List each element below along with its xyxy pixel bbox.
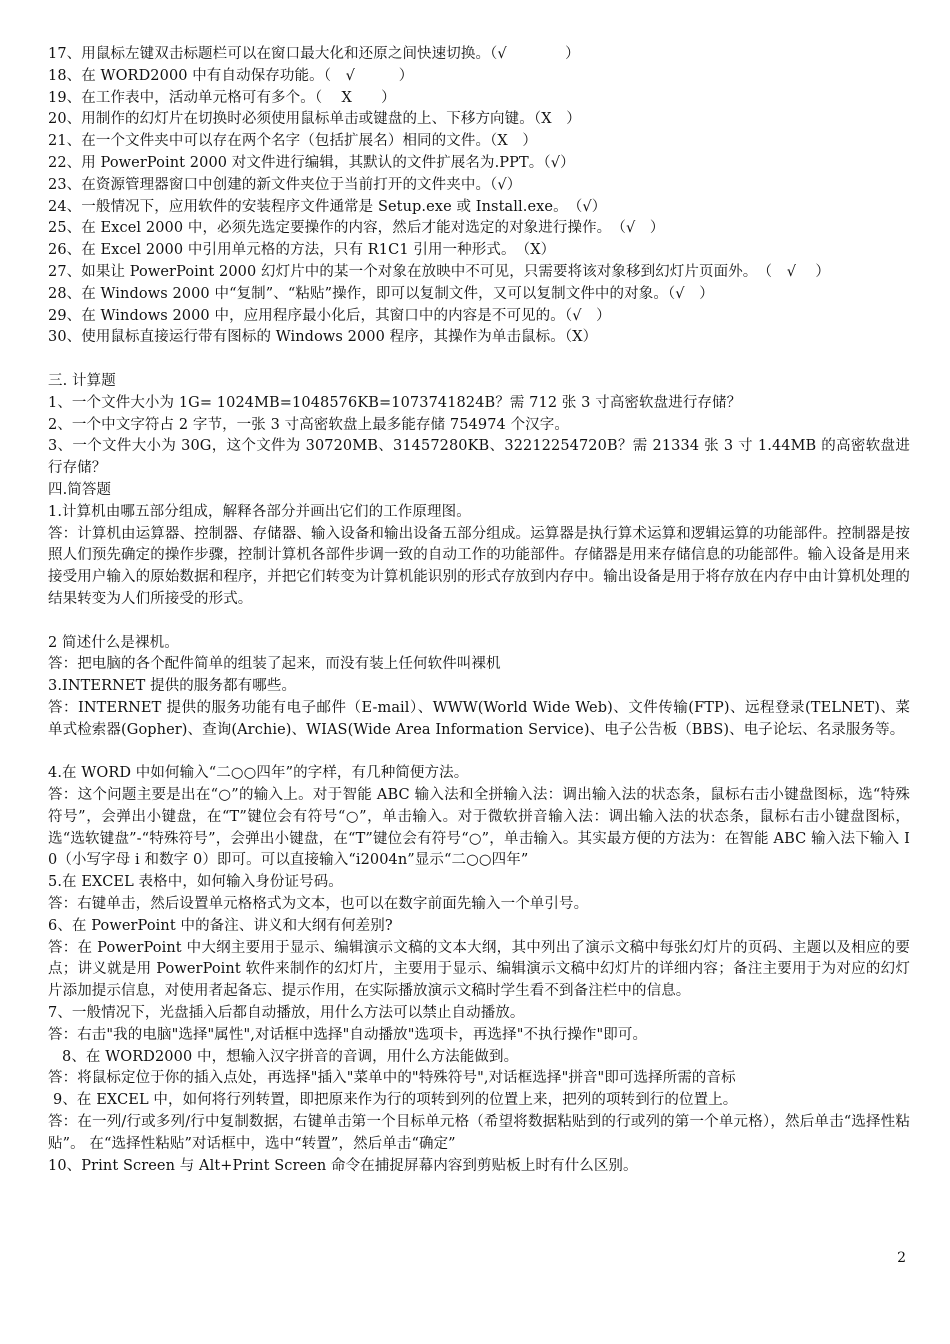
tf-item-26: 26、在 Excel 2000 中引用单元格的方法，只有 R1C1 引用一种形式。 （X） bbox=[48, 242, 556, 259]
tf-item-20: 20、用制作的幻灯片在切换时必须使用鼠标单击或键盘的上、下移方向键。（X ） bbox=[48, 111, 581, 128]
tf-item-29: 29、在 Windows 2000 中，应用程序最小化后，其窗口中的内容是不可见的。（√ ） bbox=[48, 307, 611, 324]
question-7: 7、一般情况下，光盘插入后都自动播放，用什么方法可以禁止自动播放。 bbox=[48, 1005, 525, 1022]
answer-1: 答：计算机由运算器、控制器、存储器、输入设备和输出设备五部分组成。运算器是执行算术运算和逻辑运算的功能部件。控制器是按照人们预先确定的操作步骤，控制计算机各部件步调一致的自动工作的功能部件。存储器是用来存储信息的功能部件。输入设备是用来接受用户输入的原始数据和程序，并把它们转变为计算机能识别的形式存放到内存中。输出设备是用于将存放在内存中由计算机处理的结果转变为人们所接受的形式。 bbox=[48, 525, 910, 607]
page-number: 2 bbox=[897, 1250, 906, 1266]
tf-item-24: 24、一般情况下，应用软件的安装程序文件通常是 Setup.exe 或 Install.exe。 （√） bbox=[48, 198, 607, 215]
answer-3: 答：INTERNET 提供的服务功能有电子邮件（E-mail）、WWW(World Wide Web)、文件传输(FTP)、远程登录(TELNET)、菜单式检索器(Gopher)、查询(Archie)、WIAS(Wide Area Information Service)、电子公告板（BBS)、电子论坛、名录服务等。 bbox=[48, 699, 910, 738]
answer-6: 答：在 PowerPoint 中大纲主要用于显示、编辑演示文稿的文本大纲，其中列出了演示文稿中每张幻灯片的页码、主题以及相应的要点；讲义就是用 PowerPoint 软件来制作的幻灯片，主要用于显示、编辑演示文稿中幻灯片的详细内容；备注主要用于为对应的幻灯片添加提示信息，对使用者起备忘、提示作用，在实际播放演示文稿时学生看不到备注栏中的信息。 bbox=[48, 939, 910, 1000]
question-1: 1.计算机由哪五部分组成，解释各部分并画出它们的工作原理图。 bbox=[48, 503, 471, 520]
answer-7: 答：右击"我的电脑"选择"属性",对话框中选择"自动播放"选项卡，再选择"不执行操作"即可。 bbox=[48, 1026, 648, 1043]
question-2: 2 简述什么是裸机。 bbox=[48, 634, 179, 651]
tf-item-21: 21、在一个文件夹中可以存在两个名字（包括扩展名）相同的文件。（X ） bbox=[48, 133, 538, 150]
answer-5: 答：右键单击，然后设置单元格格式为文本，也可以在数字前面先输入一个单引号。 bbox=[48, 896, 589, 913]
tf-item-27: 27、如果让 PowerPoint 2000 幻灯片中的某一个对象在放映中不可见，只需要将该对象移到幻灯片页面外。 （ √ ） bbox=[48, 263, 830, 280]
tf-item-19: 19、在工作表中，活动单元格可有多个。（ X ） bbox=[48, 89, 396, 106]
document-page bbox=[48, 44, 910, 1177]
spacer bbox=[48, 611, 910, 633]
answer-2: 答：把电脑的各个配件简单的组装了起来，而没有装上任何软件叫裸机 bbox=[48, 656, 501, 673]
section-heading-short-answer: 四.简答题 bbox=[48, 481, 112, 498]
question-9: 9、在 EXCEL 中，如何将行列转置，即把原来作为行的项转到列的位置上来，把列的项转到行的位置上。 bbox=[53, 1092, 738, 1109]
tf-item-17: 17、用鼠标左键双击标题栏可以在窗口最大化和还原之间快速切换。（√ ） bbox=[48, 46, 580, 62]
question-5: 5.在 EXCEL 表格中，如何输入身份证号码。 bbox=[48, 874, 343, 891]
question-10: 10、Print Screen 与 Alt+Print Screen 命令在捕捉屏幕内容到剪贴板上时有什么区别。 bbox=[48, 1157, 638, 1174]
question-6: 6、在 PowerPoint 中的备注、讲义和大纲有何差别? bbox=[48, 917, 393, 934]
tf-item-18: 18、在 WORD2000 中有自动保存功能。（ √ ） bbox=[48, 67, 414, 84]
question-8: 8、在 WORD2000 中，想输入汉字拼音的音调，用什么方法能做到。 bbox=[62, 1048, 519, 1065]
spacer bbox=[48, 742, 910, 764]
calc-item-3: 3、一个文件大小为 30G，这个文件为 30720MB、31457280KB、32212254720B？需 21334 张 3 寸 1.44MB 的高密软盘进行存储？ bbox=[48, 438, 910, 477]
calc-item-2: 2、一个中文字符占 2 字节，一张 3 寸高密软盘上最多能存储 754974 个汉字。 bbox=[48, 416, 569, 433]
tf-item-22: 22、用 PowerPoint 2000 对文件进行编辑，其默认的文件扩展名为.PPT。（√） bbox=[48, 154, 575, 171]
tf-item-30: 30、使用鼠标直接运行带有图标的 Windows 2000 程序，其操作为单击鼠标。（X） bbox=[48, 329, 598, 346]
tf-item-28: 28、在 Windows 2000 中“复制”、“粘贴”操作，即可以复制文件，又可以复制文件中的对象。（√ ） bbox=[48, 285, 714, 302]
tf-item-23: 23、在资源管理器窗口中创建的新文件夹位于当前打开的文件夹中。（√） bbox=[48, 176, 522, 193]
tf-item-25: 25、在 Excel 2000 中，必须先选定要操作的内容，然后才能对选定的对象进行操作。 （√ ） bbox=[48, 220, 665, 237]
answer-4: 答：这个问题主要是出在“○”的输入上。对于智能 ABC 输入法和全拼输入法：调出输入法的状态条，鼠标右击小键盘图标，选“特殊符号”，会弹出小键盘，在“T”键位会有符号“○”，单击输入。对于微软拼音输入法：调出输入法的状态条，鼠标右击小键盘图标，选“选软键盘”-“特殊符号”，会弹出小键盘，在“T”键位会有符号“○”，单击输入。其实最方便的方法为：在智能 ABC 输入法下输入 I0（小写字母 i 和数字 0）即可。可以直接输入“i2004n”显示“二○○四年” bbox=[48, 787, 910, 869]
question-4: 4.在 WORD 中如何输入“二○○四年”的字样，有几种简便方法。 bbox=[48, 765, 469, 782]
answer-9: 答：在一列/行或多列/行中复制数据，右键单击第一个目标单元格（希望将数据粘贴到的行或列的第一个单元格），然后单击“选择性粘贴”。 在“选择性粘贴”对话框中，选中“转置”，然后单击“确定” bbox=[48, 1114, 910, 1152]
answer-8: 答：将鼠标定位于你的插入点处，再选择"插入"菜单中的"特殊符号",对话框选择"拼音"即可选择所需的音标 bbox=[48, 1070, 736, 1087]
section-heading-calculation: 三. 计算题 bbox=[48, 372, 116, 389]
calc-item-1: 1、一个文件大小为 1G= 1024MB=1048576KB=1073741824B？需 712 张 3 寸高密软盘进行存储？ bbox=[48, 394, 742, 411]
question-3: 3.INTERNET 提供的服务都有哪些。 bbox=[48, 678, 297, 695]
spacer bbox=[48, 349, 910, 371]
